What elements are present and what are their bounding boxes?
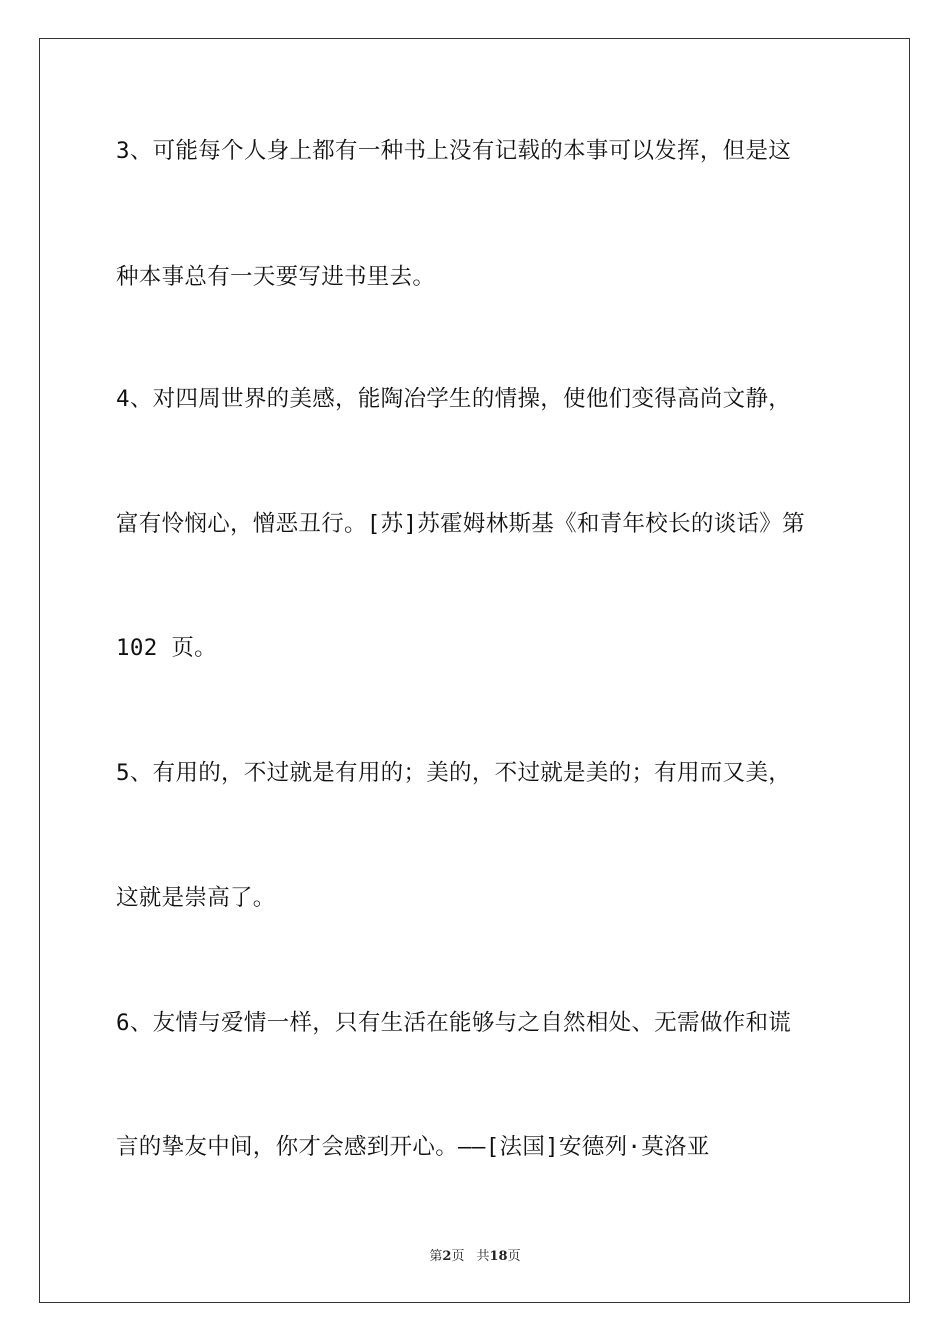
page-frame	[39, 38, 910, 1303]
text-line-1: 3、可能每个人身上都有一种书上没有记载的本事可以发挥，但是这	[116, 138, 792, 164]
text-line-9: 言的挚友中间，你才会感到开心。——[法国]安德列·莫洛亚	[116, 1134, 710, 1160]
text-line-6: 5、有用的，不过就是有用的；美的，不过就是美的；有用而又美，	[116, 760, 792, 786]
page-current: 2	[442, 1249, 452, 1264]
total-suffix: 页	[507, 1249, 521, 1264]
text-line-3: 4、对四周世界的美感，能陶冶学生的情操，使他们变得高尚文静，	[116, 386, 792, 412]
text-line-2: 种本事总有一天要写进书里去。	[116, 264, 436, 290]
text-line-7: 这就是崇高了。	[116, 885, 276, 911]
page-prefix: 第	[429, 1249, 443, 1264]
text-line-8: 6、友情与爱情一样，只有生活在能够与之自然相处、无需做作和谎	[116, 1010, 792, 1036]
page-suffix: 页	[451, 1249, 465, 1264]
total-prefix: 共	[476, 1249, 490, 1264]
text-line-4: 富有怜悯心，憎恶丑行。[苏]苏霍姆林斯基《和青年校长的谈话》第	[116, 511, 805, 537]
page-footer	[0, 1248, 950, 1266]
page-total: 18	[489, 1249, 508, 1264]
text-line-5: 102 页。	[116, 635, 217, 661]
